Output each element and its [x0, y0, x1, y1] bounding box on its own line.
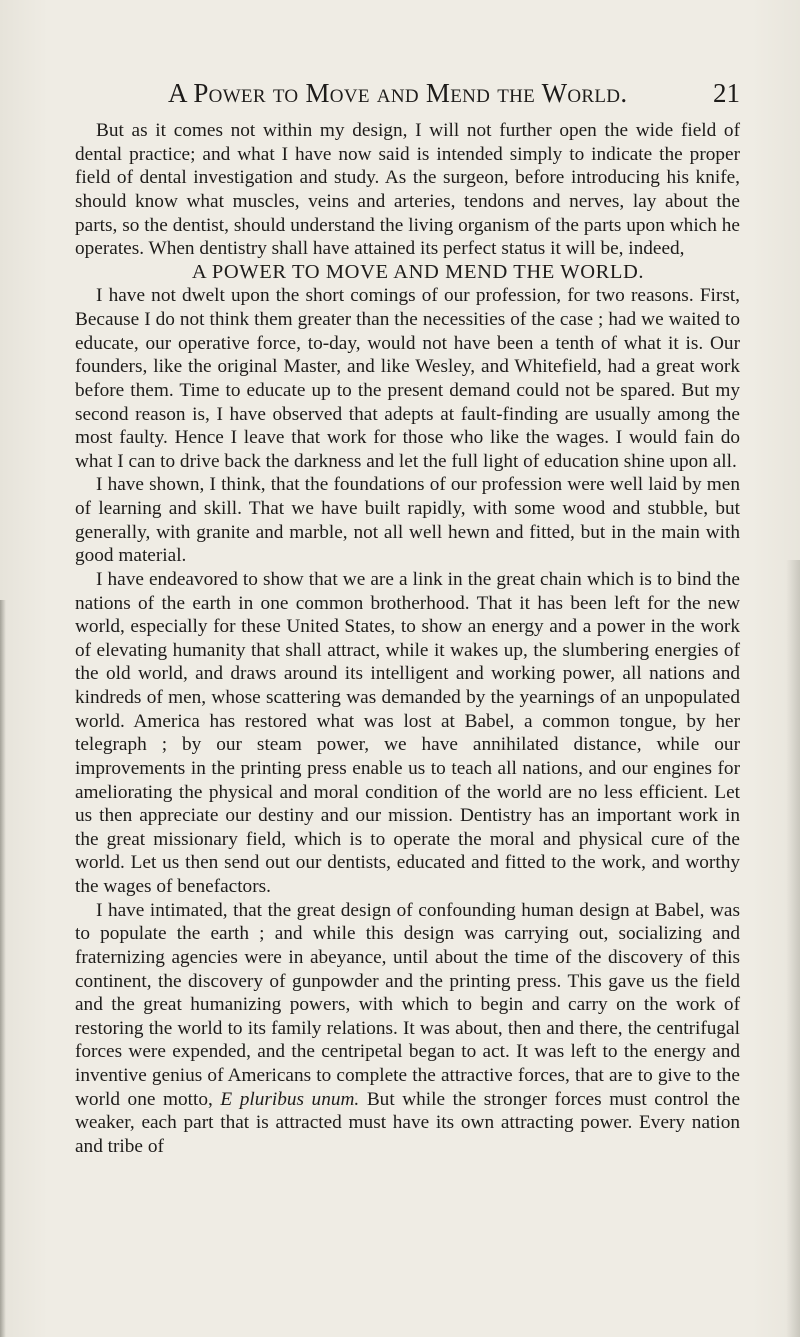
paragraph: I have endeavored to show that we are a link in the great chain which is to bind the nations of the earth in one common brotherhood. That it has been left for the new world, especially for these United States, to show an energy and a power in the work of elevating humanity that shall attract, while it wakes up, the slumbering energies of the old world, and draws around its intelligent and working power, all nations and kindreds of men, whose scattering was demanded by the yearnings of an unpopulated world. America has restored what was lost at Babel, a common tongue, by her telegraph ; by our steam power, we have annihilated distance, while our improvements in the printing press enable us to teach all nations, and our engines for ameliorating the physical and moral condition of the world are no less efficient. Let us then appreciate our destiny and our mission. Dentistry has an important work in the great missionary field, which is to operate the moral and physical cure of the world. Let us then send out our dentists, educated and fitted to the work, and worthy the wages of benefactors.	[75, 568, 740, 897]
paragraph-text: But while the stronger forces must control the weaker, each part that is attracted must have its own attracting power. Every nation and tribe of	[75, 1088, 740, 1157]
paragraph: But as it comes not within my design, I will not further open the wide field of dental practice; and what I have now said is intended simply to indicate the proper field of dental investigation and study. As the surgeon, before introducing his knife, should know what muscles, veins and arteries, tendons and nerves, lay about the parts, so the dentist, should understand the living organism of the parts upon which he operates. When dentistry shall have attained its perfect status it will be, indeed,	[75, 120, 740, 260]
paragraph: I have not dwelt upon the short comings of our profession, for two reasons. First, Because I do not think them greater than the necessities of the case ; had we waited to educate, our operative force, to-day, would not have been a tenth of what it is. Our founders, like the original Master, and like Wesley, and Whitefield, had a great work before them. Time to educate up to the present demand could not be spared. But my second reason is, I have observed that adepts at fault-finding are usually among the most faulty. Hence I leave that work for those who like the wages. I would fain do what I can to drive back the darkness and let the full light of education shine upon all.	[75, 285, 740, 472]
body-text	[75, 119, 740, 1159]
paragraph-text: I have intimated, that the great design of confounding human design at Babel, was to populate the earth ; and while this design was carrying out, socializing and fraternizing agencies were in abeyance, until about the time of the discovery of this continent, the discovery of gunpowder and the printing press. This gave us the field and the great humanizing powers, with which to begin and carry on the work of restoring the world to its family relations. It was about, then and there, the centrifugal forces were expended, and the centripetal began to act. It was left to the energy and inventive genius of Americans to complete the attractive forces, that are to give to the world one motto,	[75, 899, 740, 1110]
page-number: 21	[713, 78, 740, 108]
paragraph: I have shown, I think, that the foundations of our profession were well laid by men of learning and skill. That we have built rapidly, with some wood and stubble, but generally, with granite and marble, not all well hewn and fitted, but in the main with good material.	[75, 474, 740, 567]
page-edge-shadow	[0, 600, 6, 1337]
paragraph	[75, 899, 740, 1159]
section-heading: A POWER TO MOVE AND MEND THE WORLD.	[191, 260, 645, 283]
binding-shadow	[786, 560, 800, 1337]
running-head	[150, 78, 740, 112]
latin-motto: E pluribus unum.	[220, 1088, 360, 1110]
running-title: A Power to Move and Mend the World.	[168, 78, 628, 108]
